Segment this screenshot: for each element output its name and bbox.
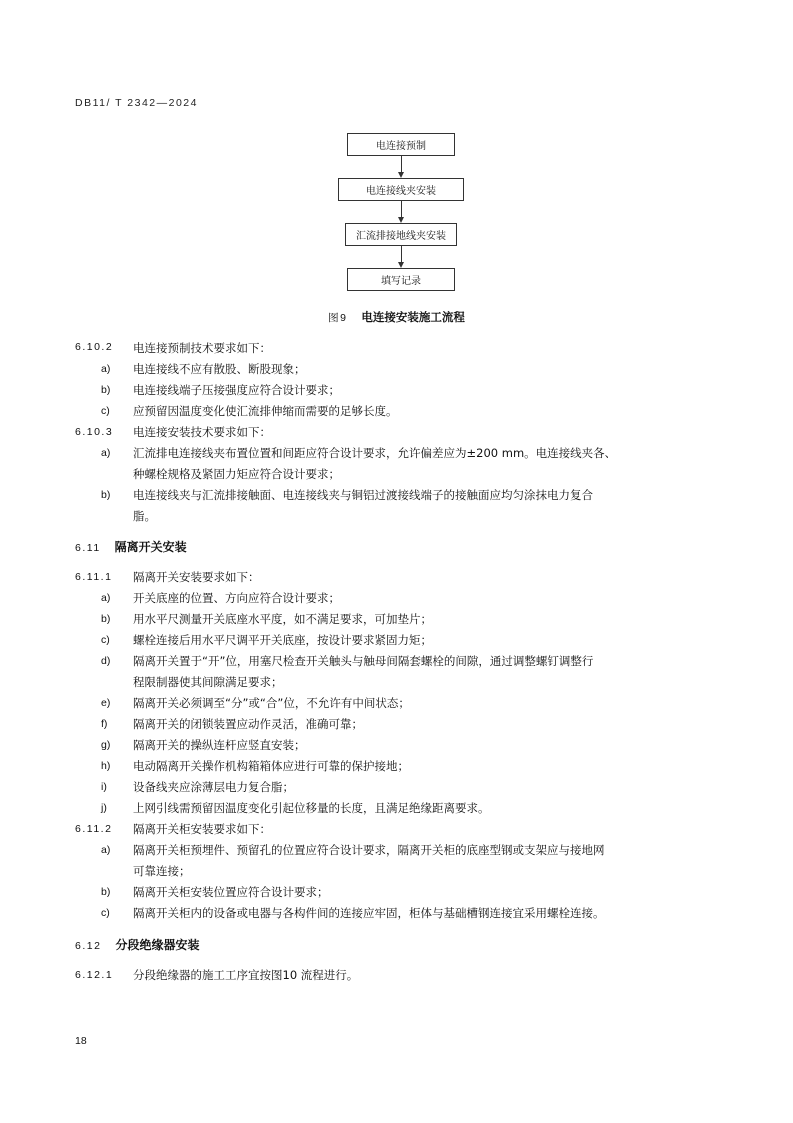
list-label: a) <box>101 844 111 856</box>
list-label: e) <box>101 697 111 709</box>
list-item: 电连接线端子压接强度应符合设计要求； <box>133 383 340 397</box>
list-label: a) <box>101 447 111 459</box>
list-label: j) <box>101 802 107 814</box>
flowchart <box>0 0 793 330</box>
clause-number: 6.12.1 <box>75 969 114 981</box>
list-item-continuation: 种螺栓规格及紧固力矩应符合设计要求； <box>133 467 340 481</box>
clause-text: 隔离开关安装要求如下： <box>133 570 260 584</box>
list-item: 螺栓连接后用水平尺调平开关底座，按设计要求紧固力矩； <box>133 633 432 647</box>
flow-connector <box>401 201 402 217</box>
list-label: h) <box>101 760 111 772</box>
section-heading <box>75 936 199 953</box>
list-label: a) <box>101 363 111 375</box>
page-number: 18 <box>75 1035 87 1047</box>
list-label: f) <box>101 718 108 730</box>
section-number: 6.12 <box>75 940 102 952</box>
list-label: d) <box>101 655 111 667</box>
list-label: b) <box>101 886 111 898</box>
document-code: DB11/ T 2342—2024 <box>75 97 198 109</box>
flow-step-3: 汇流排接地线夹安装 <box>345 223 457 246</box>
list-label: a) <box>101 592 111 604</box>
list-label: b) <box>101 384 111 396</box>
clause-text: 分段绝缘器的施工工序宜按图10 流程进行。 <box>133 968 359 982</box>
list-item: 隔离开关柜安装位置应符合设计要求； <box>133 885 329 899</box>
list-item: 用水平尺测量开关底座水平度，如不满足要求，可加垫片； <box>133 612 432 626</box>
figure-number: 图9 <box>328 312 348 324</box>
figure-title: 电连接安装施工流程 <box>361 310 465 324</box>
list-label: b) <box>101 613 111 625</box>
list-item: 电连接线夹与汇流排接触面、电连接线夹与铜铝过渡接线端子的接触面应均匀涂抹电力复合 <box>133 488 593 502</box>
list-item: 隔离开关的闭锁装置应动作灵活，准确可靠； <box>133 717 363 731</box>
list-item: 汇流排电连接线夹布置位置和间距应符合设计要求，允许偏差应为±200 mm。电连接线夹各、 <box>133 446 617 460</box>
list-item-continuation: 脂。 <box>133 509 156 523</box>
clause-text: 隔离开关柜安装要求如下： <box>133 822 271 836</box>
flow-connector <box>401 246 402 262</box>
flow-step-1: 电连接预制 <box>347 133 455 156</box>
section-title: 隔离开关安装 <box>114 540 187 554</box>
section-title: 分段绝缘器安装 <box>115 938 200 952</box>
list-item: 隔离开关的操纵连杆应竖直安装； <box>133 738 306 752</box>
clause-number: 6.11.1 <box>75 571 113 583</box>
list-item-continuation: 可靠连接； <box>133 864 191 878</box>
list-item-continuation: 程限制器使其间隙满足要求； <box>133 675 283 689</box>
list-item: 上网引线需预留因温度变化引起位移量的长度，且满足绝缘距离要求。 <box>133 801 490 815</box>
list-label: c) <box>101 907 110 919</box>
list-item: 隔离开关柜内的设备或电器与各构件间的连接应牢固，柜体与基础槽钢连接宜采用螺栓连接。 <box>133 906 605 920</box>
list-item: 开关底座的位置、方向应符合设计要求； <box>133 591 340 605</box>
list-label: c) <box>101 405 110 417</box>
flow-connector <box>401 156 402 172</box>
list-label: b) <box>101 489 111 501</box>
list-item: 隔离开关置于“开”位，用塞尺检查开关触头与触母间隔套螺栓的间隙，通过调整螺钉调整行 <box>133 654 594 668</box>
list-item: 设备线夹应涂薄层电力复合脂； <box>133 780 294 794</box>
clause-number: 6.11.2 <box>75 823 113 835</box>
list-item: 隔离开关柜预埋件、预留孔的位置应符合设计要求，隔离开关柜的底座型钢或支架应与接地网 <box>133 843 605 857</box>
list-label: i) <box>101 781 107 793</box>
clause-number: 6.10.2 <box>75 341 114 353</box>
clause-text: 电连接安装技术要求如下： <box>133 425 271 439</box>
list-item: 电连接线不应有散股、断股现象； <box>133 362 306 376</box>
list-item: 电动隔离开关操作机构箱箱体应进行可靠的保护接地； <box>133 759 409 773</box>
flow-step-2: 电连接线夹安装 <box>338 178 464 201</box>
section-heading <box>75 538 187 555</box>
clause-text: 电连接预制技术要求如下： <box>133 341 271 355</box>
list-item: 应预留因温度变化使汇流排伸缩而需要的足够长度。 <box>133 404 398 418</box>
figure-caption <box>0 309 793 325</box>
list-label: g) <box>101 739 111 751</box>
flow-step-4: 填写记录 <box>347 268 455 291</box>
section-number: 6.11 <box>75 542 101 554</box>
list-item: 隔离开关必须调至“分”或“合”位，不允许有中间状态； <box>133 696 410 710</box>
list-label: c) <box>101 634 110 646</box>
clause-number: 6.10.3 <box>75 426 114 438</box>
